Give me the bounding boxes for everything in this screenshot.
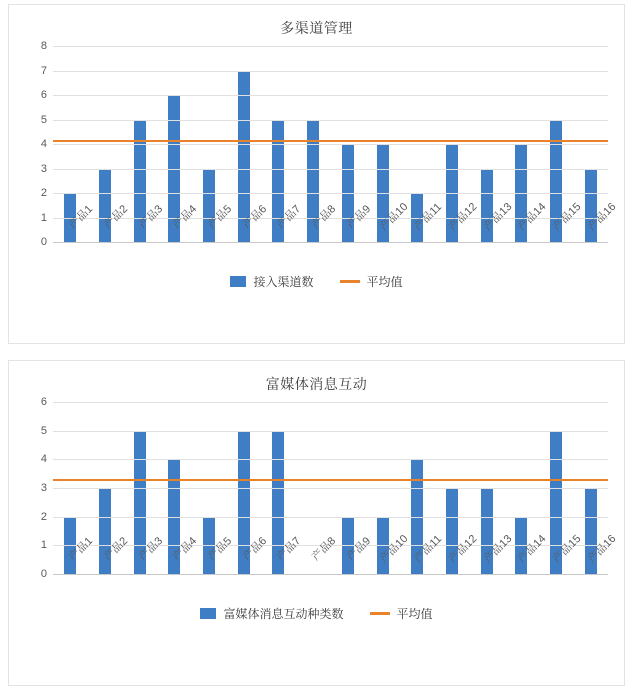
x-label-slot — [469, 532, 515, 593]
x-axis-label: 产品15 — [550, 532, 584, 566]
x-label-slot — [261, 535, 304, 593]
x-axis-label: 产品3 — [136, 203, 165, 232]
x-axis-label: 产品9 — [344, 203, 374, 232]
x-axis-label: 产品12 — [446, 532, 480, 566]
gridline — [53, 169, 608, 170]
x-label-slot — [261, 203, 304, 261]
x-label-slot — [53, 535, 96, 593]
gridline — [53, 459, 608, 460]
x-axis-label: 产品3 — [136, 535, 165, 564]
gridline — [53, 120, 608, 121]
x-axis-labels — [53, 532, 619, 593]
x-label-slot — [88, 203, 131, 261]
chart-card-multichannel — [8, 4, 625, 344]
legend-item-bars — [230, 273, 313, 290]
y-axis-tick: 6 — [40, 89, 47, 101]
x-label-slot — [435, 532, 480, 593]
x-axis-label: 产品13 — [481, 532, 515, 566]
x-axis-labels — [53, 200, 619, 261]
chart-title: 多渠道管理 — [280, 20, 353, 36]
y-axis-tick: 1 — [40, 211, 47, 224]
average-line — [53, 479, 608, 481]
x-label-slot — [88, 535, 131, 593]
legend-line-label: 平均值 — [366, 275, 403, 289]
x-label-slot — [157, 203, 200, 261]
average-line — [53, 140, 608, 142]
x-axis-label: 产品15 — [550, 200, 584, 234]
x-axis-label: 产品14 — [516, 200, 549, 234]
y-axis-tick: 0 — [40, 236, 47, 248]
gridline — [53, 46, 608, 47]
x-label-slot — [365, 200, 410, 261]
legend-line-label: 平均值 — [396, 607, 433, 621]
y-axis-tick: 3 — [40, 162, 47, 175]
x-label-slot — [504, 532, 549, 593]
gridline — [53, 95, 608, 96]
x-label-slot — [122, 203, 165, 261]
y-axis-tick: 1 — [40, 539, 47, 552]
x-label-slot — [53, 203, 96, 261]
legend-bar-swatch-icon — [230, 276, 246, 287]
chart-legend — [9, 273, 624, 290]
y-axis-tick: 0 — [40, 568, 47, 580]
x-label-slot — [192, 535, 235, 593]
x-label-slot — [400, 533, 445, 593]
x-label-slot — [365, 532, 410, 593]
x-label-slot — [296, 535, 339, 593]
x-axis-label: 产品4 — [171, 535, 200, 564]
legend-bar-label: 富媒体消息互动种类数 — [223, 607, 344, 621]
x-axis-label: 产品8 — [309, 535, 339, 564]
gridline — [53, 517, 608, 518]
y-axis-tick: 2 — [40, 187, 47, 199]
x-axis-label: 产品6 — [240, 535, 269, 564]
gridline — [53, 402, 608, 403]
x-axis-label: 产品16 — [585, 200, 619, 234]
x-axis-label: 产品7 — [275, 203, 304, 232]
y-axis-tick: 2 — [40, 510, 47, 523]
x-axis-label: 产品1 — [67, 535, 96, 564]
legend-line-swatch-icon — [370, 612, 390, 615]
gridline — [53, 144, 608, 145]
y-axis — [9, 40, 53, 248]
chart-legend — [9, 605, 624, 622]
y-axis-tick: 5 — [40, 424, 47, 437]
x-label-slot — [122, 535, 165, 593]
chart-title: 富媒体消息互动 — [265, 376, 368, 392]
x-axis-label: 产品10 — [377, 200, 410, 234]
x-label-slot — [435, 200, 480, 261]
x-label-slot — [504, 200, 549, 261]
x-axis-label: 产品9 — [344, 535, 374, 564]
legend-item-average — [370, 605, 433, 622]
y-axis-tick: 3 — [40, 482, 47, 494]
x-label-slot — [469, 200, 515, 261]
y-axis-tick: 4 — [40, 453, 47, 466]
x-label-slot — [400, 201, 445, 261]
x-label-slot — [296, 203, 339, 261]
x-label-slot — [192, 203, 235, 261]
legend-bar-swatch-icon — [200, 608, 216, 619]
x-axis-label: 产品6 — [240, 203, 269, 232]
x-axis-label: 产品14 — [516, 532, 549, 566]
x-label-slot — [331, 535, 374, 593]
x-label-slot — [573, 200, 619, 261]
x-label-slot — [573, 532, 619, 593]
x-label-slot — [157, 535, 200, 593]
x-label-slot — [226, 535, 269, 593]
x-axis-label: 产品4 — [171, 203, 200, 232]
x-label-slot — [331, 203, 374, 261]
x-axis-label: 产品13 — [481, 200, 515, 234]
y-axis — [9, 396, 53, 580]
x-axis-label: 产品5 — [205, 203, 235, 232]
y-axis-tick: 6 — [40, 396, 47, 408]
x-axis-label: 产品11 — [412, 201, 445, 234]
legend-item-bars — [200, 605, 343, 622]
legend-bar-label: 接入渠道数 — [253, 275, 314, 289]
y-axis-tick: 5 — [40, 113, 47, 126]
x-axis-label: 产品10 — [377, 532, 410, 566]
x-axis-label: 产品12 — [446, 200, 480, 234]
chart-card-richmedia — [8, 360, 625, 686]
y-axis-tick: 7 — [40, 64, 47, 77]
x-axis-label: 产品16 — [585, 532, 619, 566]
gridline — [53, 431, 608, 432]
y-axis-tick: 4 — [40, 138, 47, 150]
x-axis-label: 产品1 — [67, 203, 96, 232]
x-label-slot — [539, 200, 584, 261]
x-label-slot — [226, 203, 269, 261]
x-label-slot — [539, 532, 584, 593]
legend-item-average — [340, 273, 403, 290]
x-axis-label: 产品2 — [101, 203, 131, 232]
legend-line-swatch-icon — [340, 280, 360, 283]
x-axis-label: 产品5 — [205, 535, 235, 564]
x-axis-label: 产品11 — [412, 533, 445, 566]
x-axis-label: 产品8 — [309, 203, 339, 232]
gridline — [53, 71, 608, 72]
y-axis-tick: 8 — [40, 40, 47, 52]
x-axis-label: 产品7 — [275, 535, 304, 564]
gridline — [53, 488, 608, 489]
gridline — [53, 193, 608, 194]
x-axis-label: 产品2 — [101, 535, 131, 564]
